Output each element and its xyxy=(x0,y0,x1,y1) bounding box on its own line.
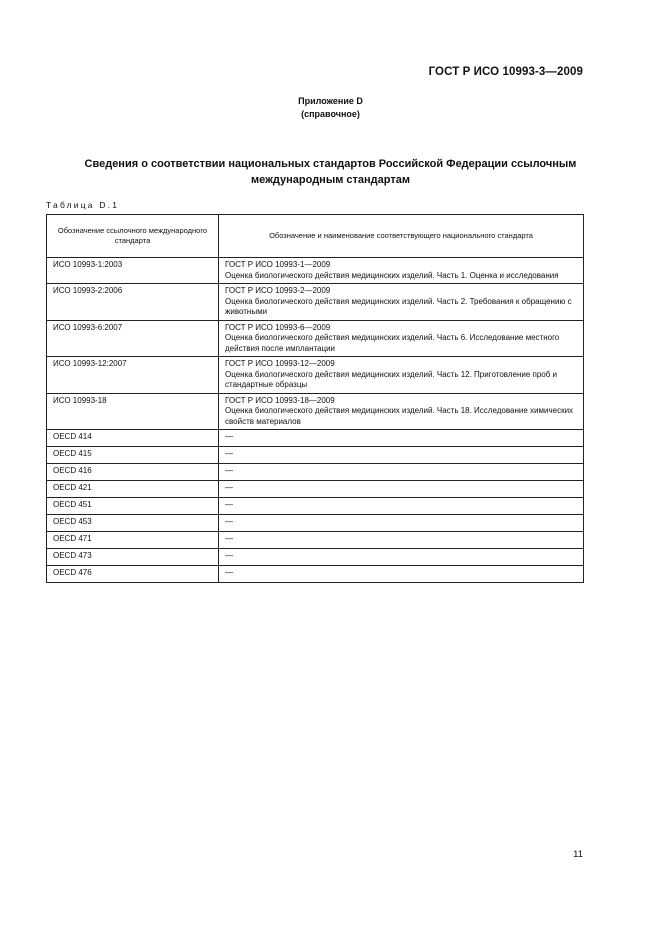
ref-standard-cell: OECD 451 xyxy=(47,498,219,515)
table-caption: Таблица D.1 xyxy=(46,200,120,210)
section-title-line-1: Сведения о соответствии национальных стандартов Российской Федерации ссылочным xyxy=(84,158,577,170)
ref-standard-cell: OECD 415 xyxy=(47,447,219,464)
annex-subtitle: (справочное) xyxy=(301,109,360,119)
table-row xyxy=(47,284,584,321)
no-equivalent-cell: — xyxy=(219,464,584,481)
page-number: 11 xyxy=(573,849,583,860)
table-header-row xyxy=(47,215,584,258)
ref-standard-cell: OECD 416 xyxy=(47,464,219,481)
table-row xyxy=(47,430,584,447)
table-row xyxy=(47,258,584,284)
ref-standard-cell: OECD 473 xyxy=(47,549,219,566)
national-name: Оценка биологического действия медицинских изделий. Часть 12. Приготовление проб и стандартные образцы xyxy=(225,369,558,389)
no-equivalent-cell: — xyxy=(219,498,584,515)
national-standard-cell xyxy=(219,320,584,357)
no-equivalent-cell: — xyxy=(219,430,584,447)
national-standard-cell xyxy=(219,258,584,284)
ref-standard-cell: OECD 471 xyxy=(47,532,219,549)
national-name: Оценка биологического действия медицинских изделий. Часть 6. Исследование местного действия после имплантации xyxy=(225,333,560,353)
table-row xyxy=(47,481,584,498)
ref-standard-cell: ИСО 10993-2:2006 xyxy=(47,284,219,321)
ref-standard-cell: ИСО 10993-12:2007 xyxy=(47,357,219,394)
section-title-line-2: международным стандартам xyxy=(251,174,410,186)
table-row xyxy=(47,447,584,464)
annex-title: Приложение D xyxy=(298,96,363,106)
ref-standard-cell: OECD 453 xyxy=(47,515,219,532)
ref-standard-cell: OECD 421 xyxy=(47,481,219,498)
no-equivalent-cell: — xyxy=(219,549,584,566)
national-code: ГОСТ Р ИСО 10993-1—2009 xyxy=(225,260,331,269)
no-equivalent-cell: — xyxy=(219,532,584,549)
table-row xyxy=(47,566,584,583)
no-equivalent-cell: — xyxy=(219,481,584,498)
no-equivalent-cell: — xyxy=(219,447,584,464)
header-ref-standard: Обозначение ссылочного международного стандарта xyxy=(47,215,219,258)
national-code: ГОСТ Р ИСО 10993-2—2009 xyxy=(225,286,331,295)
table-row xyxy=(47,464,584,481)
national-name: Оценка биологического действия медицинских изделий. Часть 2. Требования к обращению с животными xyxy=(225,296,572,316)
national-standard-cell xyxy=(219,284,584,321)
national-standard-cell xyxy=(219,357,584,394)
ref-standard-cell: ИСО 10993-6:2007 xyxy=(47,320,219,357)
national-code: ГОСТ Р ИСО 10993-12—2009 xyxy=(225,359,335,368)
table-row xyxy=(47,393,584,430)
national-name: Оценка биологического действия медицинских изделий. Часть 18. Исследование химических свойств материалов xyxy=(225,406,574,426)
annex-heading xyxy=(0,95,661,121)
document-id: ГОСТ Р ИСО 10993-3—2009 xyxy=(428,66,583,78)
ref-standard-cell: OECD 414 xyxy=(47,430,219,447)
no-equivalent-cell: — xyxy=(219,566,584,583)
national-name: Оценка биологического действия медицинских изделий. Часть 1. Оценка и исследования xyxy=(225,270,559,280)
ref-standard-cell: ИСО 10993-18 xyxy=(47,393,219,430)
correspondence-table xyxy=(46,214,584,583)
table-row xyxy=(47,357,584,394)
ref-standard-cell: OECD 476 xyxy=(47,566,219,583)
no-equivalent-cell: — xyxy=(219,515,584,532)
header-national-standard: Обозначение и наименование соответствующего национального стандарта xyxy=(219,215,584,258)
ref-standard-cell: ИСО 10993-1:2003 xyxy=(47,258,219,284)
table-row xyxy=(47,498,584,515)
national-code: ГОСТ Р ИСО 10993-6—2009 xyxy=(225,322,331,332)
national-standard-cell xyxy=(219,393,584,430)
table-row xyxy=(47,549,584,566)
national-code: ГОСТ Р ИСО 10993-18—2009 xyxy=(225,395,335,405)
table-row xyxy=(47,515,584,532)
table-row xyxy=(47,532,584,549)
section-title xyxy=(50,156,611,188)
table-row xyxy=(47,320,584,357)
